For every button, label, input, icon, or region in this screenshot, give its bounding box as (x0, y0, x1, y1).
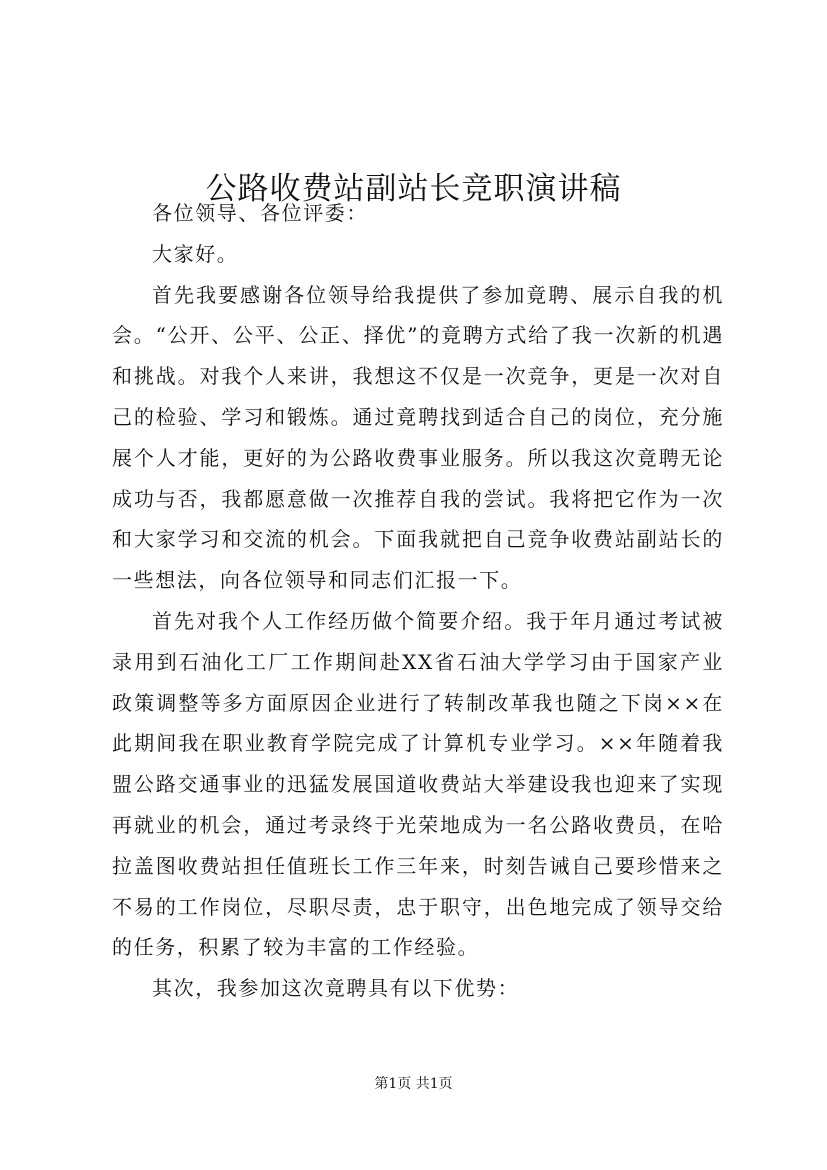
document-body (112, 193, 724, 1009)
body-paragraph-thanks: 首先我要感谢各位领导给我提供了参加竟聘、展示自我的机会。“公开、公平、公正、择优”的竟聘方式给了我一次新的机遇和挑战。对我个人来讲，我想这不仅是一次竞争，更是一次对自己的检验、学习和锻炼。通过竟聘找到适合自己的岗位，充分施展个人才能，更好的为公路收费事业服务。所以我这次竟聘无论成功与否，我都愿意做一次推荐自我的尝试。我将把它作为一次和大家学习和交流的机会。下面我就把自己竞争收费站副站长的一些想法，向各位领导和同志们汇报一下。 (112, 282, 724, 593)
document-title: 公路收费站副站长竞职演讲稿 (205, 170, 622, 207)
greeting-paragraph: 大家好。 (152, 241, 239, 266)
body-paragraph-experience: 首先对我个人工作经历做个简要介绍。我于年月通过考试被录用到石油化工厂工作期间赴XX省石油大学学习由于国家产业政策调整等多方面原因企业进行了转制改革我也随之下岗××在此期间我在职业教育学院完成了计算机专业学习。××年随着我盟公路交通事业的迅猛发展国道收费站大举建设我也迎来了实现再就业的机会，通过考录终于光荣地成为一名公路收费员，在哈拉盖图收费站担任值班长工作三年来，时刻告诫自己要珍惜来之不易的工作岗位，尽职尽责，忠于职守，出色地完成了领导交给的任务，积累了较为丰富的工作经验。 (112, 608, 724, 960)
salutation-paragraph: 各位领导、各位评委： (152, 201, 368, 225)
body-paragraph-advantages: 其次，我参加这次竟聘具有以下优势： (152, 976, 520, 1001)
page-number-footer: 第1页 共1页 (374, 1076, 453, 1092)
